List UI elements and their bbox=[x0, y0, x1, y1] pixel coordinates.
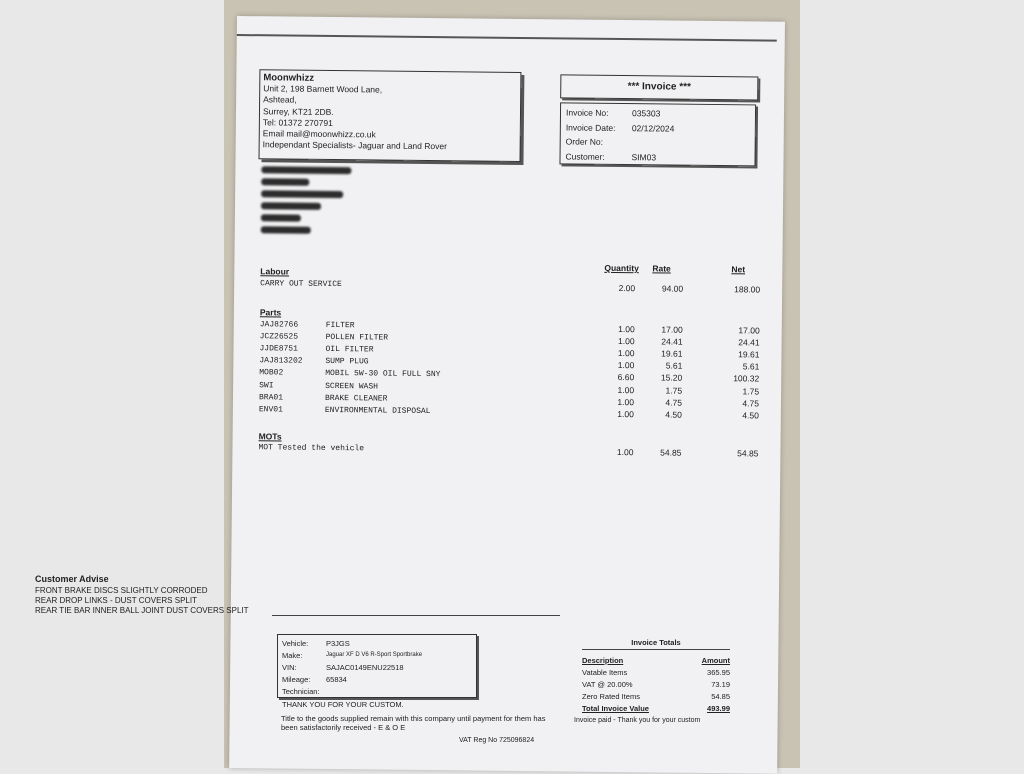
part-net: 24.41 bbox=[738, 337, 760, 348]
vin-row bbox=[282, 661, 472, 673]
advise-line: REAR DROP LINKS - DUST COVERS SPLIT bbox=[35, 596, 197, 605]
totals-title: Invoice Totals bbox=[582, 638, 730, 650]
redacted-address bbox=[261, 166, 352, 239]
part-net: 5.61 bbox=[742, 361, 760, 372]
field-label: Invoice Date: bbox=[565, 122, 616, 133]
field-label: Make: bbox=[282, 650, 303, 660]
advise-title: Customer Advise bbox=[35, 574, 109, 584]
vehicle-make: Jaguar XF D V6 R-Sport Sportbrake bbox=[326, 652, 423, 658]
part-rate: 17.00 bbox=[661, 324, 683, 335]
part-qty: 1.00 bbox=[618, 324, 635, 335]
line-qty: 2.00 bbox=[618, 283, 636, 294]
line-net: 54.85 bbox=[737, 448, 759, 459]
vehicle-box bbox=[277, 634, 477, 698]
advise-rule bbox=[272, 615, 560, 616]
totals-value: 365.95 bbox=[707, 667, 730, 677]
part-rate: 15.20 bbox=[660, 372, 683, 384]
part-rate: 4.50 bbox=[665, 409, 682, 420]
part-description: MOBIL 5W-30 OIL FULL SNY bbox=[325, 369, 441, 380]
col-net: Net bbox=[731, 264, 746, 275]
part-qty: 1.00 bbox=[617, 348, 635, 359]
address-line-1: Unit 2, 198 Barnett Wood Lane, bbox=[263, 83, 383, 95]
top-rule bbox=[237, 34, 777, 42]
invoice-no-value: 035303 bbox=[631, 108, 661, 119]
totals-header-amount: Amount bbox=[701, 655, 730, 665]
invoice-details-box bbox=[559, 102, 756, 166]
part-rate: 24.41 bbox=[661, 336, 683, 347]
part-rate: 5.61 bbox=[665, 360, 683, 371]
part-net: 17.00 bbox=[738, 325, 760, 336]
totals-header-description: Description bbox=[582, 655, 624, 665]
line-rate: 54.85 bbox=[660, 447, 682, 458]
part-qty: 1.00 bbox=[618, 336, 635, 347]
labour-heading: Labour bbox=[260, 266, 290, 277]
invoice-date-value: 02/12/2024 bbox=[631, 122, 675, 134]
field-label: Invoice No: bbox=[565, 107, 609, 119]
company-email: Email mail@moonwhizz.co.uk bbox=[262, 128, 376, 140]
part-code: JJDE8751 bbox=[259, 344, 298, 354]
company-tagline: Independant Specialists- Jaguar and Land Rover bbox=[262, 139, 447, 152]
totals-value: 54.85 bbox=[711, 691, 730, 701]
parts-heading: Parts bbox=[259, 307, 282, 318]
address-line-2: Ashtead, bbox=[263, 94, 297, 106]
customer-row bbox=[565, 149, 749, 165]
background-left bbox=[0, 0, 224, 768]
part-qty: 1.00 bbox=[617, 360, 635, 371]
part-description: POLLEN FILTER bbox=[325, 333, 389, 343]
part-description: SCREEN WASH bbox=[325, 381, 378, 391]
field-label: Mileage: bbox=[282, 674, 311, 684]
col-quantity: Quantity bbox=[604, 262, 639, 274]
address-line-3: Surrey, KT21 2DB. bbox=[262, 105, 334, 117]
part-code: MOB02 bbox=[259, 368, 284, 378]
vehicle-reg: P3JGS bbox=[326, 638, 350, 648]
technician-row bbox=[282, 685, 472, 697]
mots-heading: MOTs bbox=[258, 431, 282, 442]
vehicle-mileage: 65834 bbox=[326, 674, 347, 684]
labour-line bbox=[260, 279, 760, 296]
part-qty: 6.60 bbox=[617, 372, 635, 383]
totals-label: Zero Rated Items bbox=[582, 691, 640, 701]
part-code: JAJ813202 bbox=[259, 356, 303, 367]
part-qty: 1.00 bbox=[617, 384, 635, 395]
part-net: 4.75 bbox=[742, 397, 760, 409]
paid-note: Invoice paid - Thank you for your custom bbox=[574, 717, 701, 724]
total-value: 493.99 bbox=[707, 703, 730, 713]
field-label: VIN: bbox=[282, 662, 297, 672]
part-description: OIL FILTER bbox=[325, 345, 374, 355]
part-code: SWI bbox=[259, 380, 274, 390]
company-box bbox=[259, 69, 522, 162]
part-net: 4.50 bbox=[742, 410, 759, 421]
totals-header bbox=[582, 654, 730, 666]
make-row bbox=[282, 649, 472, 661]
totals-row bbox=[582, 678, 730, 690]
field-label: Customer: bbox=[565, 151, 605, 162]
field-label: Order No: bbox=[565, 136, 604, 148]
thanks-text: THANK YOU FOR YOUR CUSTOM. bbox=[282, 700, 404, 709]
totals-row bbox=[582, 690, 730, 702]
advise-line: FRONT BRAKE DISCS SLIGHTLY CORRODED bbox=[35, 586, 208, 595]
line-net: 188.00 bbox=[734, 284, 761, 295]
field-label: Technician: bbox=[282, 686, 320, 696]
customer-value: SIM03 bbox=[631, 151, 657, 163]
terms-text: Title to the goods supplied remain with this company until payment for them has been satisfactorily received - E & O E bbox=[281, 714, 546, 732]
field-label: Vehicle: bbox=[282, 638, 309, 648]
line-qty: 1.00 bbox=[616, 447, 634, 458]
part-rate: 1.75 bbox=[665, 385, 683, 396]
vehicle-vin: SAJAC0149ENU22518 bbox=[326, 662, 404, 672]
part-code: BRA01 bbox=[258, 392, 284, 403]
customer-advise bbox=[35, 574, 249, 616]
part-qty: 1.00 bbox=[617, 396, 635, 407]
part-description: FILTER bbox=[325, 320, 355, 331]
part-net: 19.61 bbox=[738, 349, 760, 360]
mot-line bbox=[258, 443, 758, 460]
total-label: Total Invoice Value bbox=[582, 703, 649, 713]
part-description: ENVIRONMENTAL DISPOSAL bbox=[324, 405, 431, 416]
totals-label: Vatable Items bbox=[582, 667, 628, 677]
company-tel: Tel: 01372 270791 bbox=[262, 117, 333, 128]
part-code: ENV01 bbox=[258, 404, 283, 415]
line-rate: 94.00 bbox=[661, 283, 684, 294]
totals-value: 73.19 bbox=[711, 679, 730, 689]
part-net: 100.32 bbox=[733, 373, 760, 384]
line-description: CARRY OUT SERVICE bbox=[260, 279, 342, 290]
part-rate: 4.75 bbox=[665, 397, 683, 408]
background-right bbox=[800, 0, 1024, 768]
line-description: MOT Tested the vehicle bbox=[258, 443, 365, 454]
part-code: JCZ26525 bbox=[259, 332, 299, 342]
part-net: 1.75 bbox=[742, 385, 760, 396]
part-description: SUMP PLUG bbox=[325, 357, 369, 367]
part-description: BRAKE CLEANER bbox=[324, 393, 388, 404]
totals-row bbox=[582, 666, 730, 678]
company-name: Moonwhizz bbox=[263, 72, 315, 84]
vehicle-row bbox=[282, 637, 472, 649]
advise-line: REAR TIE BAR INNER BALL JOINT DUST COVERS SPLIT bbox=[35, 606, 249, 615]
col-rate: Rate bbox=[652, 263, 671, 274]
part-code: JAJ82766 bbox=[259, 320, 299, 330]
mileage-row bbox=[282, 673, 472, 685]
totals-label: VAT @ 20.00% bbox=[582, 679, 633, 689]
part-qty: 1.00 bbox=[617, 408, 634, 419]
part-rate: 19.61 bbox=[661, 348, 683, 359]
total-invoice-row bbox=[582, 702, 730, 714]
vat-reg: VAT Reg No 725096824 bbox=[459, 737, 535, 744]
invoice-title: *** Invoice *** bbox=[560, 74, 758, 100]
invoice-totals bbox=[582, 638, 730, 714]
